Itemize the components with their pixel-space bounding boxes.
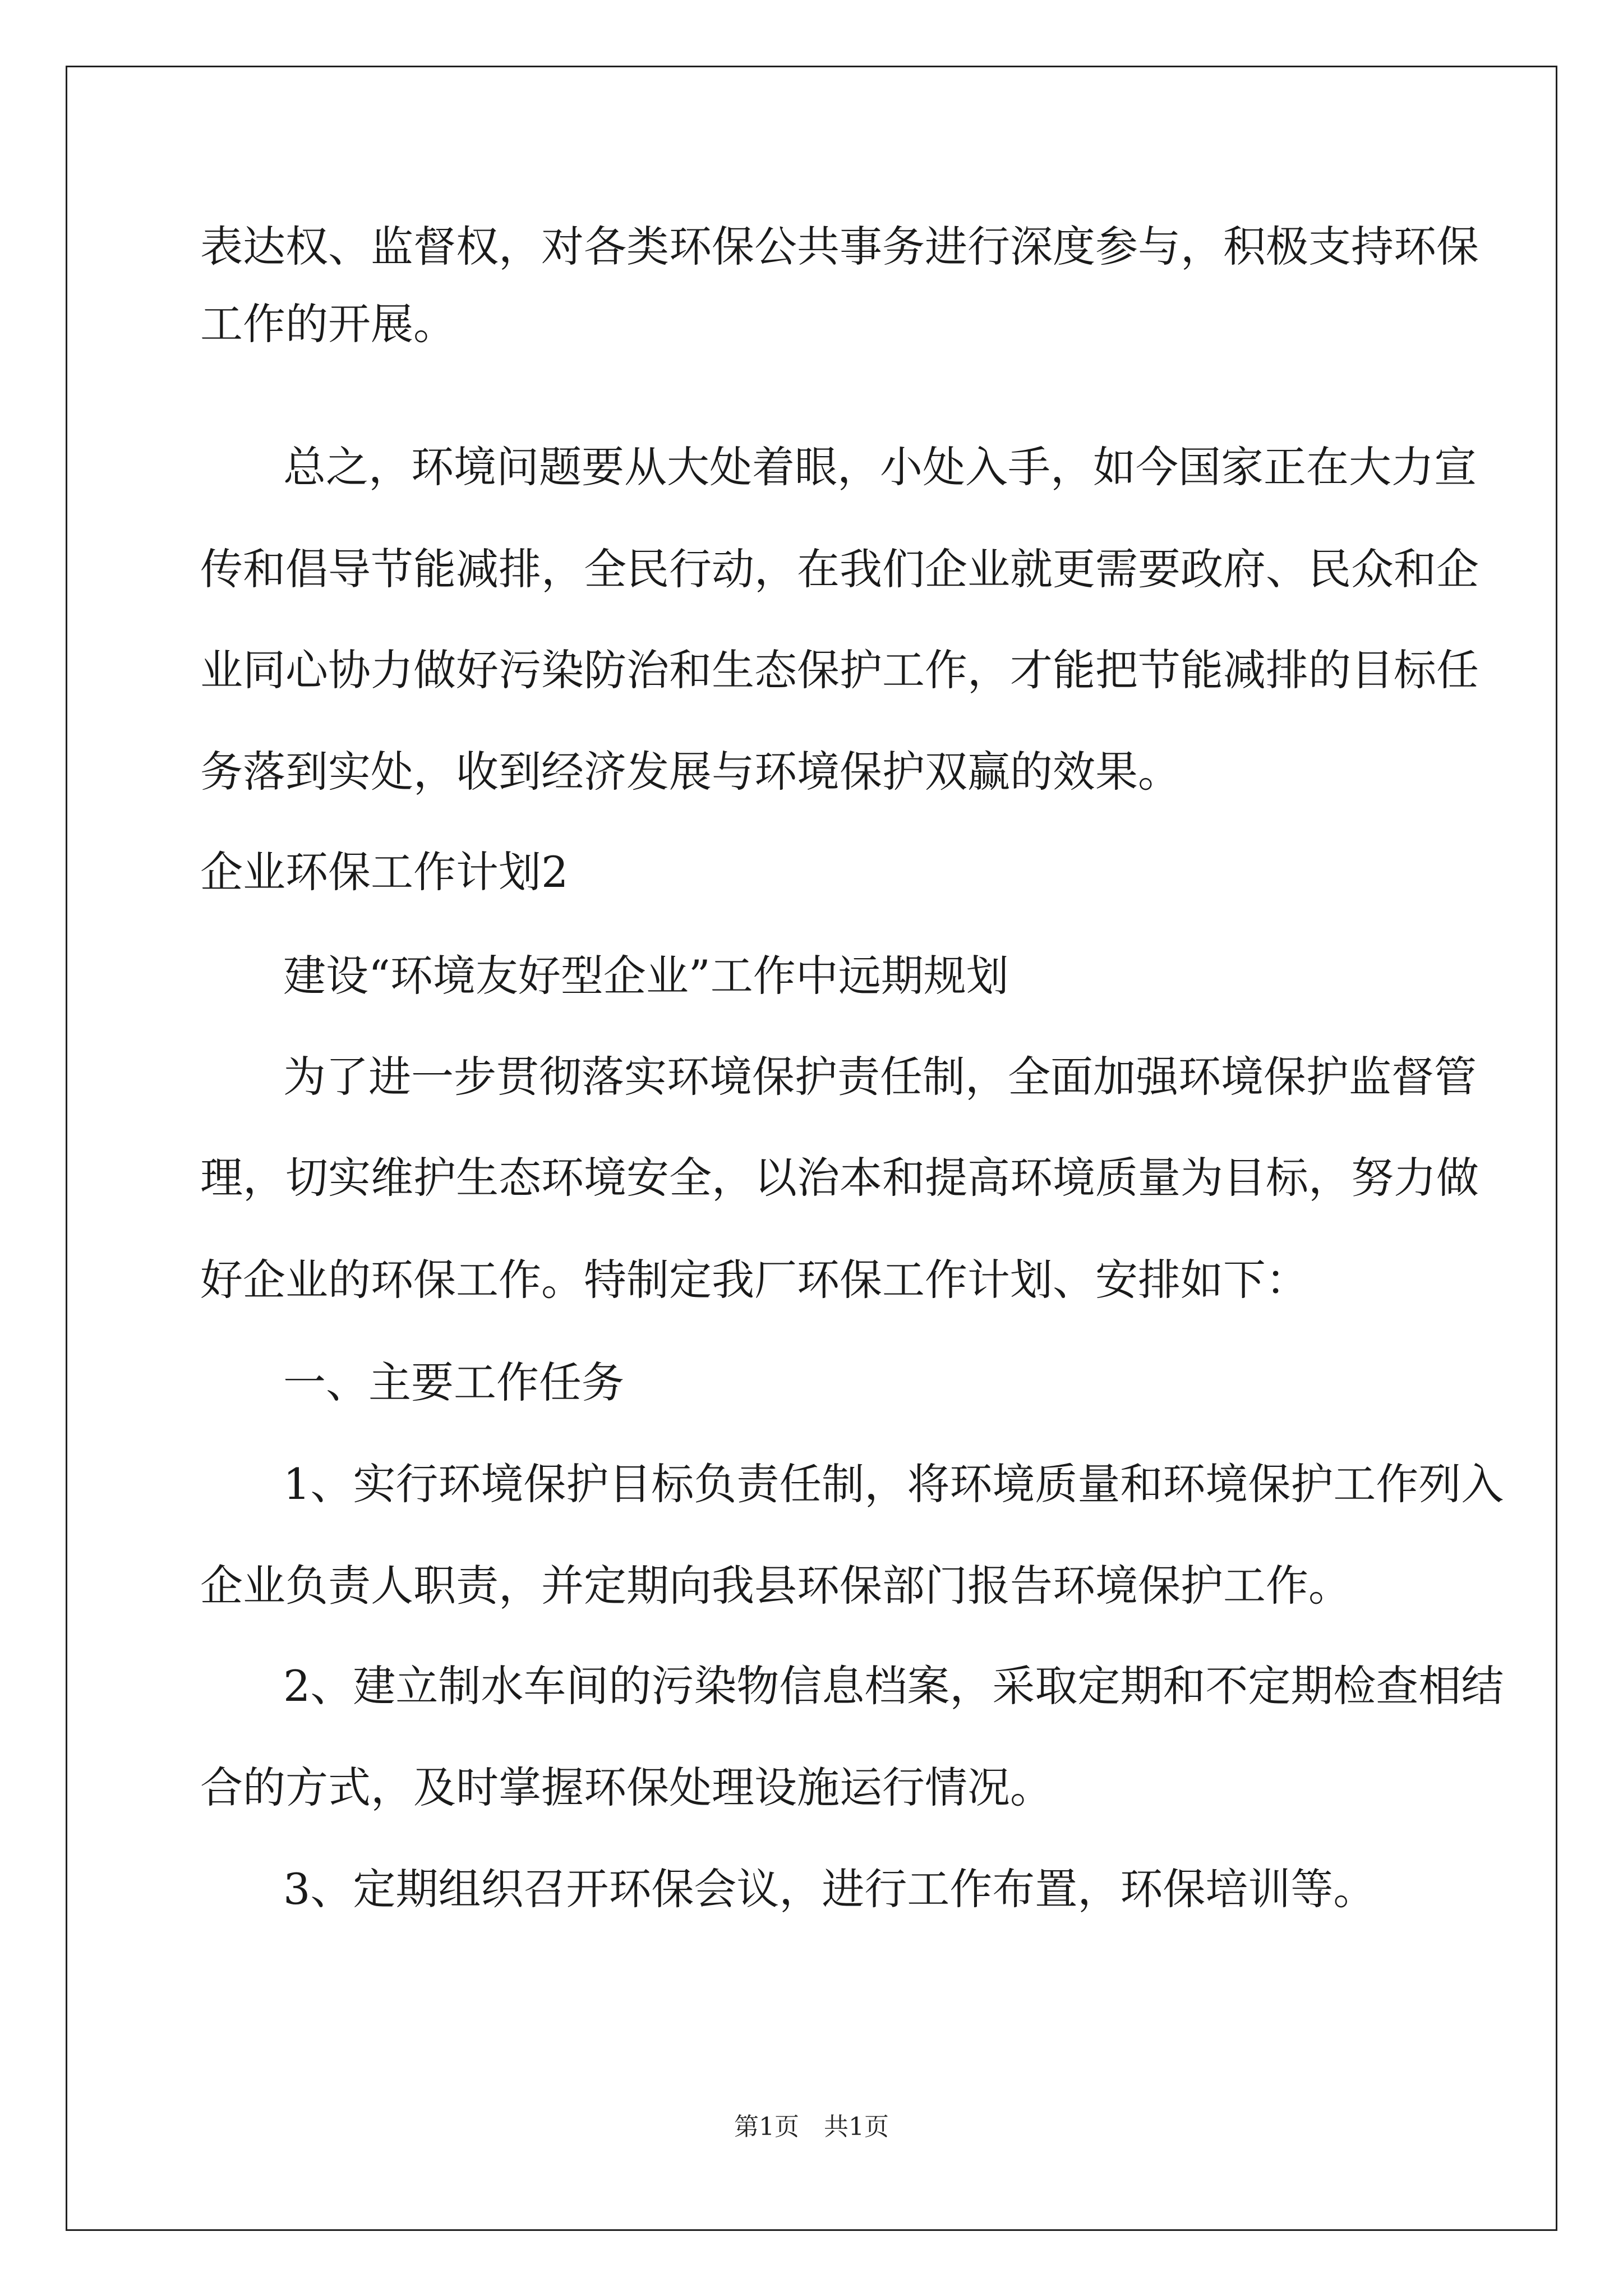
text-line: 为了进一步贯彻落实环境保护责任制，全面加强环境保护监督管 — [283, 1052, 1477, 1102]
text-line: 总之，环境问题要从大处着眼，小处入手，如今国家正在大力宣 — [283, 442, 1477, 492]
text-line: 好企业的环保工作。特制定我厂环保工作计划、安排如下： — [200, 1255, 1308, 1305]
text-line: 3、定期组织召开环保会议，进行工作布置，环保培训等。 — [283, 1864, 1376, 1914]
document-body — [200, 0, 1504, 2076]
text-line: 业同心协力做好污染防治和生态保护工作，才能把节能减排的目标任 — [200, 645, 1479, 695]
text-line: 1、实行环境保护目标负责任制，将环境质量和环境保护工作列入 — [283, 1459, 1504, 1509]
text-line: 务落到实处，收到经济发展与环境保护双赢的效果。 — [200, 747, 1181, 797]
section-heading: 企业环保工作计划2 — [200, 847, 569, 897]
section-heading: 一、主要工作任务 — [283, 1358, 624, 1407]
subheading: 建设“环境友好型企业”工作中远期规划 — [283, 951, 1009, 1001]
text-line: 理，切实维护生态环境安全，以治本和提高环境质量为目标，努力做 — [200, 1153, 1479, 1203]
page-footer: 第1页 共1页 — [734, 2113, 889, 2141]
text-line: 企业负责人职责，并定期向我县环保部门报告环境保护工作。 — [200, 1561, 1351, 1611]
text-line: 传和倡导节能减排，全民行动，在我们企业就更需要政府、民众和企 — [200, 544, 1479, 594]
text-line: 工作的开展。 — [200, 299, 456, 349]
text-line: 表达权、监督权，对各类环保公共事务进行深度参与，积极支持环保 — [200, 222, 1479, 272]
text-line: 合的方式，及时掌握环保处理设施运行情况。 — [200, 1763, 1053, 1812]
text-line: 2、建立制水车间的污染物信息档案，采取定期和不定期检查相结 — [283, 1661, 1504, 1711]
